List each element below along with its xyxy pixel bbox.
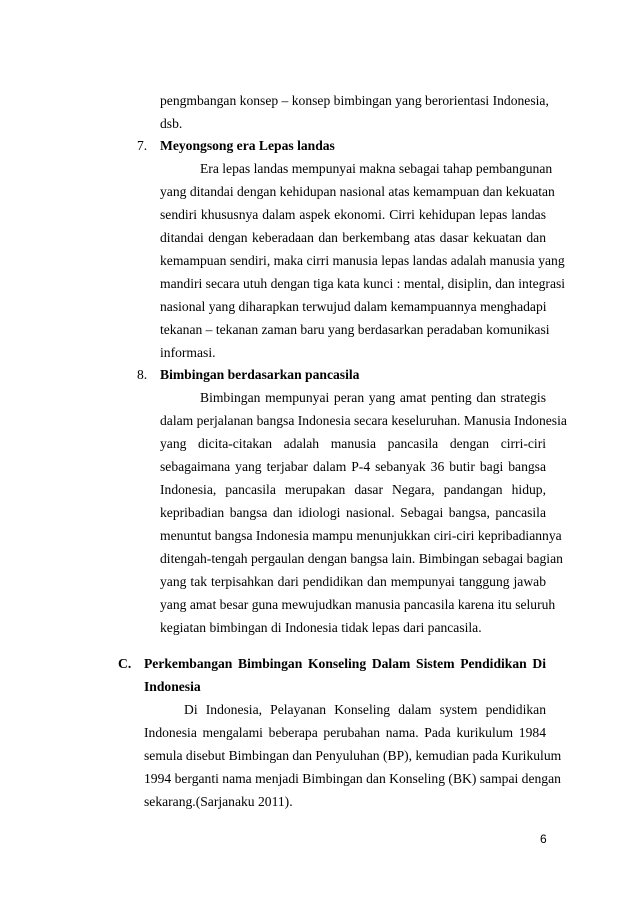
list-number: 8. xyxy=(137,367,148,382)
paragraph-line: ditandai dengan keberadaan dan berkembang atas dasar kekuatan dan xyxy=(160,230,546,245)
list-number: 7. xyxy=(137,138,148,153)
paragraph-line: dalam perjalanan bangsa Indonesia secara keseluruhan. Manusia Indonesia xyxy=(160,413,567,428)
paragraph-line: Indonesia, pancasila merupakan dasar Negara, pandangan hidup, xyxy=(160,482,546,497)
paragraph-line: yang dicita-citakan adalah manusia pancasila dengan cirri-ciri xyxy=(160,436,546,451)
paragraph-line: sebagaimana yang terjabar dalam P-4 sebanyak 36 butir bagi bangsa xyxy=(160,459,546,474)
paragraph-line: yang ditandai dengan kehidupan nasional atas kemampuan dan kekuatan xyxy=(160,184,555,199)
paragraph-line: tekanan – tekanan zaman baru yang berdasarkan peradaban komunikasi xyxy=(160,322,550,337)
paragraph-line: kegiatan bimbingan di Indonesia tidak lepas dari pancasila. xyxy=(160,620,482,635)
paragraph-line: Era lepas landas mempunyai makna sebagai tahap pembangunan xyxy=(200,161,553,176)
section-heading: Indonesia xyxy=(144,679,201,694)
intro-line: dsb. xyxy=(160,116,183,131)
section-heading: Bimbingan berdasarkan pancasila xyxy=(160,367,360,382)
paragraph-line: sendiri khususnya dalam aspek ekonomi. Cirri kehidupan lepas landas xyxy=(160,207,546,222)
paragraph-line: Di Indonesia, Pelayanan Konseling dalam system pendidikan xyxy=(184,702,546,717)
paragraph-line: kepribadian bangsa dan idiologi nasional. Sebagai bangsa, pancasila xyxy=(160,505,546,520)
paragraph-line: Indonesia mengalami beberapa perubahan nama. Pada kurikulum 1984 xyxy=(144,725,546,740)
paragraph-line: informasi. xyxy=(160,345,216,360)
paragraph-line: yang tak terpisahkan dari pendidikan dan mempunyai tanggung jawab xyxy=(160,574,546,589)
paragraph-line: semula disebut Bimbingan dan Penyuluhan (BP), kemudian pada Kurikulum xyxy=(144,748,562,763)
paragraph-line: 1994 berganti nama menjadi Bimbingan dan Konseling (BK) sampai dengan xyxy=(144,771,561,786)
page-number: 6 xyxy=(540,832,547,846)
paragraph-line: nasional yang diharapkan terwujud dalam kemampuannya menghadapi xyxy=(160,299,547,314)
intro-line: pengmbangan konsep – konsep bimbingan yang berorientasi Indonesia, xyxy=(160,93,549,108)
paragraph-line: menuntut bangsa Indonesia mampu menunjukkan ciri-ciri kepribadiannya xyxy=(160,528,562,543)
section-letter: C. xyxy=(118,656,132,671)
paragraph-line: kemampuan sendiri, maka cirri manusia lepas landas adalah manusia yang xyxy=(160,253,565,268)
paragraph-line: sekarang.(Sarjanaku 2011). xyxy=(144,794,293,809)
section-heading: Perkembangan Bimbingan Konseling Dalam Sistem Pendidikan Di xyxy=(144,656,546,671)
paragraph-line: Bimbingan mempunyai peran yang amat penting dan strategis xyxy=(200,390,546,405)
paragraph-line: ditengah-tengah pergaulan dengan bangsa lain. Bimbingan sebagai bagian xyxy=(160,551,563,566)
paragraph-line: mandiri secara utuh dengan tiga kata kunci : mental, disiplin, dan integrasi xyxy=(160,276,566,291)
section-heading: Meyongsong era Lepas landas xyxy=(160,138,335,153)
paragraph-line: yang amat besar guna mewujudkan manusia pancasila karena itu seluruh xyxy=(160,597,556,612)
